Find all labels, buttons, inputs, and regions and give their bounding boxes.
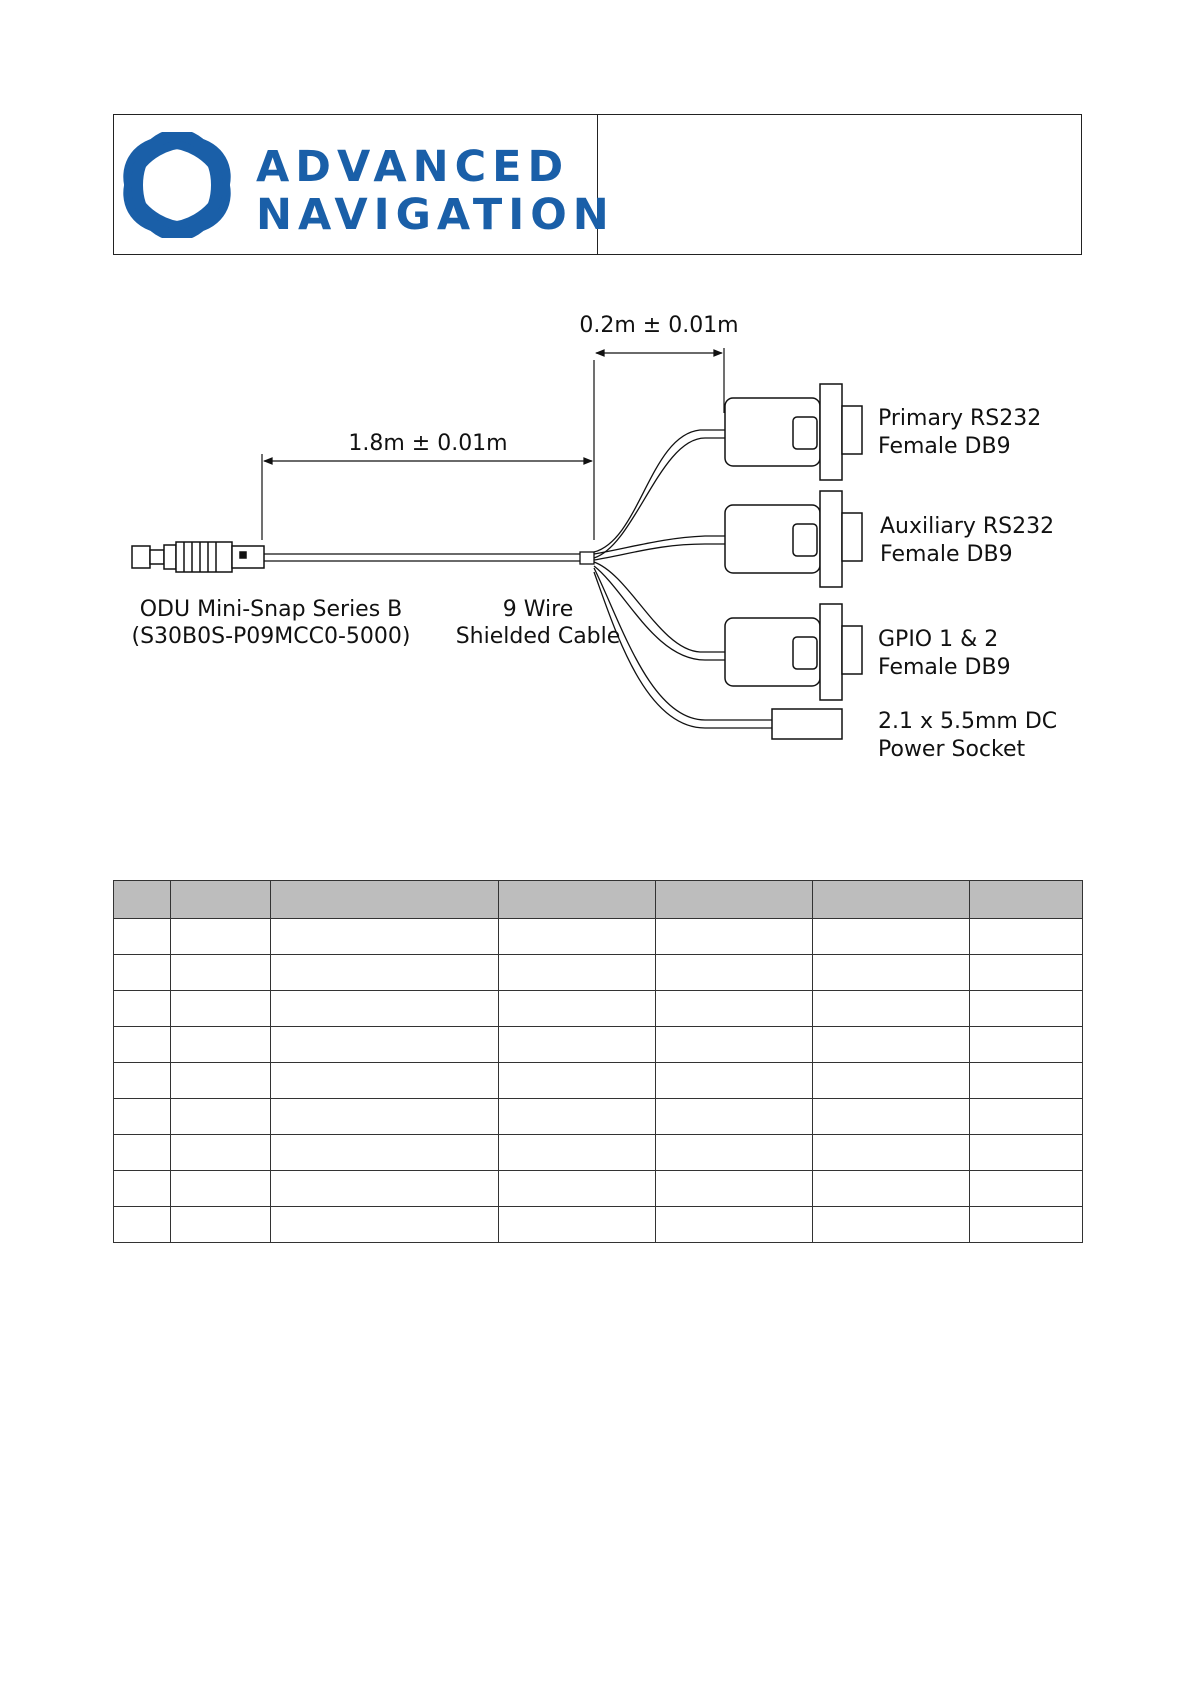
table-header-cell (499, 881, 656, 919)
primary-label-2: Female DB9 (878, 434, 1011, 459)
table-row (114, 1027, 1083, 1063)
table-row (114, 1099, 1083, 1135)
table-header-cell (813, 881, 970, 919)
primary-label-1: Primary RS232 (878, 406, 1042, 431)
advanced-navigation-logo-icon (118, 132, 236, 238)
table-row (114, 1207, 1083, 1243)
auxiliary-label-1: Auxiliary RS232 (880, 514, 1055, 539)
header-empty-cell (598, 115, 1081, 254)
table-row (114, 991, 1083, 1027)
table-header-cell (271, 881, 499, 919)
table-header-row (114, 881, 1083, 919)
document-header (113, 114, 1082, 255)
table-row (114, 1171, 1083, 1207)
odu-connector (132, 542, 264, 572)
brand-line-1: ADVANCED (256, 142, 570, 192)
odu-connector-label-2: (S30B0S-P09MCC0-5000) (131, 624, 411, 649)
table-header-cell (970, 881, 1083, 919)
power-label-2: Power Socket (878, 737, 1026, 762)
pinout-table (113, 880, 1083, 1243)
cable-diagram (0, 300, 1191, 820)
odu-connector-label-1: ODU Mini-Snap Series B (139, 597, 403, 622)
dc-power-socket (772, 709, 842, 739)
main-length-label: 1.8m ± 0.01m (348, 431, 508, 456)
db9-gpio-connector (725, 604, 862, 700)
logo-cell (114, 115, 615, 254)
auxiliary-label-2: Female DB9 (880, 542, 1013, 567)
table-row (114, 919, 1083, 955)
power-label-1: 2.1 x 5.5mm DC (878, 709, 1058, 734)
branch-length-label: 0.2m ± 0.01m (579, 313, 739, 338)
gpio-label-2: Female DB9 (878, 655, 1011, 680)
table-row (114, 1063, 1083, 1099)
table-row (114, 955, 1083, 991)
db9-primary-connector (725, 384, 862, 480)
cable-label-2: Shielded Cable (455, 624, 621, 649)
table-header-cell (656, 881, 813, 919)
branch-length-dimension (596, 348, 724, 413)
brand-wordmark (256, 143, 615, 239)
gpio-label-1: GPIO 1 & 2 (878, 627, 999, 652)
main-cable (264, 552, 594, 564)
cable-label-1: 9 Wire (502, 597, 574, 622)
table-row (114, 1135, 1083, 1171)
db9-auxiliary-connector (725, 491, 862, 587)
table-header-cell (114, 881, 171, 919)
table-header-cell (171, 881, 271, 919)
brand-line-2: NAVIGATION (256, 190, 615, 240)
